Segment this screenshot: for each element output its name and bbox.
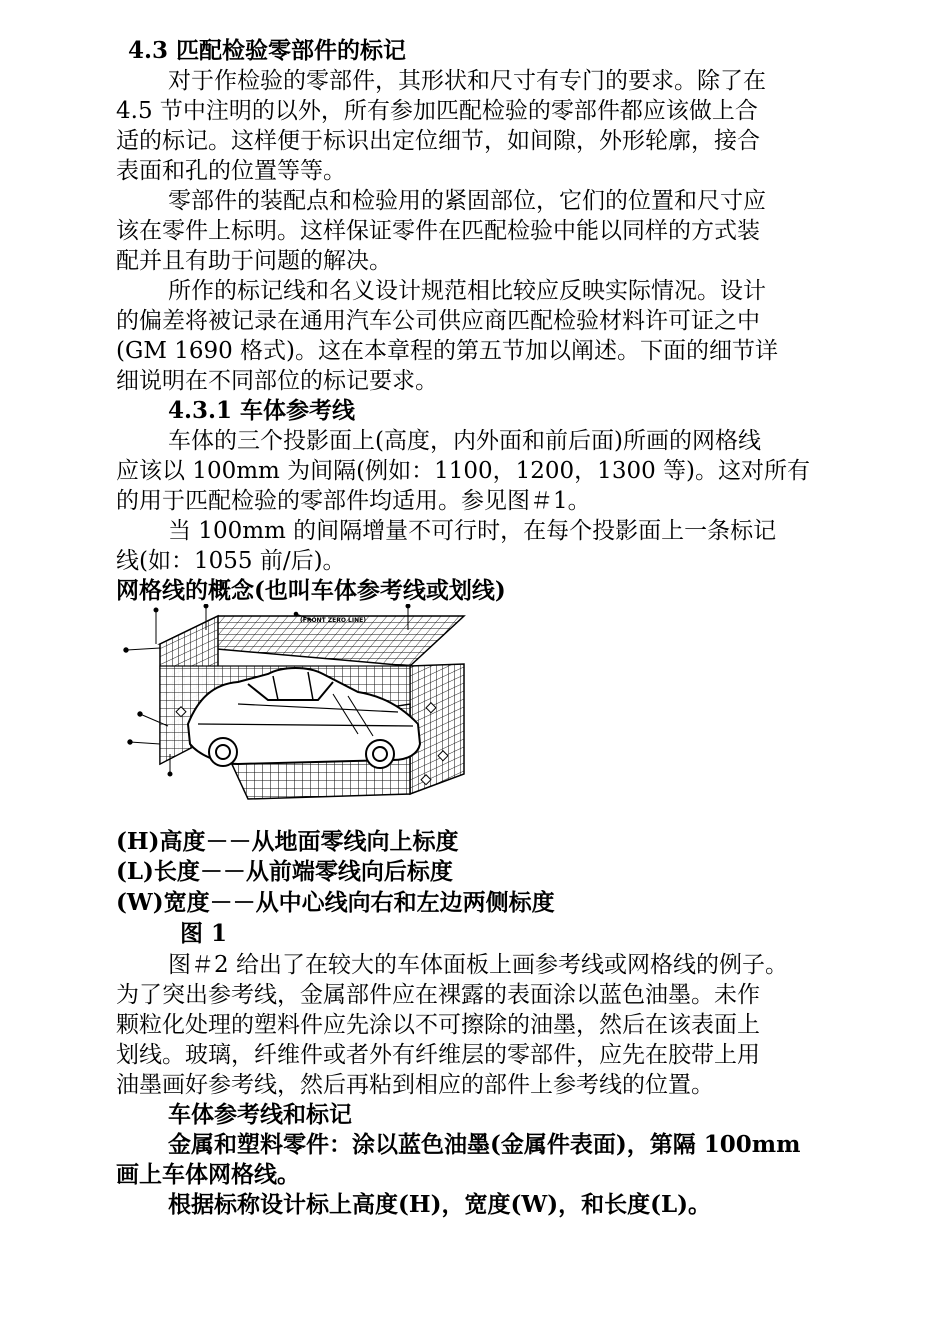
paragraph-line: 配并且有助于问题的解决。 [116, 248, 392, 274]
paragraph-line: 划线。玻璃，纤维件或者外有纤维层的零部件，应先在胶带上用 [116, 1042, 760, 1068]
paragraph-line: (GM 1690 格式)。这在本章程的第五节加以阐述。下面的细节详 [116, 338, 779, 364]
nominal-design-note: 根据标称设计标上高度(H)，宽度(W)，和长度(L)。 [168, 1191, 712, 1218]
legend-height: (H)高度－－从地面零线向上标度 [116, 828, 459, 855]
paragraph-line: 细说明在不同部位的标记要求。 [116, 368, 438, 394]
paragraph-line: 线(如：1055 前/后)。 [116, 548, 346, 574]
paragraph-line: 该在零件上标明。这样保证零件在匹配检验中能以同样的方式装 [116, 218, 760, 244]
car-body-grid-illustration [118, 604, 470, 826]
body-reference-heading: 车体参考线和标记 [168, 1101, 352, 1128]
paragraph-line: 4.5 节中注明的以外，所有参加匹配检验的零部件都应该做上合 [116, 98, 758, 124]
paragraph-line: 所作的标记线和名义设计规范相比较应反映实际情况。设计 [168, 278, 766, 304]
legend-width: (W)宽度－－从中心线向右和左边两侧标度 [116, 889, 555, 916]
paragraph-line: 当 100mm 的间隔增量不可行时，在每个投影面上一条标记 [168, 518, 777, 544]
figure-caption: 图 1 [180, 920, 228, 947]
paragraph-line: 的用于匹配检验的零部件均适用。参见图＃1。 [116, 488, 591, 514]
paragraph-line: 画上车体网格线。 [116, 1161, 300, 1188]
paragraph-line: 金属和塑料零件：涂以蓝色油墨(金属件表面)，第隔 100mm [168, 1131, 801, 1158]
paragraph-line: 零部件的装配点和检验用的紧固部位，它们的位置和尺寸应 [168, 188, 766, 214]
paragraph-line: 车体的三个投影面上(高度，内外面和前后面)所画的网格线 [168, 428, 761, 454]
paragraph-line: 表面和孔的位置等等。 [116, 158, 346, 184]
paragraph-line: 对于作检验的零部件，其形状和尺寸有专门的要求。除了在 [168, 68, 766, 94]
paragraph-line: 应该以 100mm 为间隔(例如：1100，1200，1300 等)。这对所有 [116, 458, 810, 484]
paragraph-line: 的偏差将被记录在通用汽车公司供应商匹配检验材料许可证之中 [116, 308, 760, 334]
subsection-heading: 4.3.1 车体参考线 [168, 397, 356, 424]
paragraph-line: 油墨画好参考线，然后再粘到相应的部件上参考线的位置。 [116, 1072, 714, 1098]
paragraph-line: 颗粒化处理的塑料件应先涂以不可擦除的油墨，然后在该表面上 [116, 1012, 760, 1038]
front-zero-line-label: (FRONT ZERO LINE) [300, 617, 366, 624]
section-heading: 4.3 匹配检验零部件的标记 [128, 37, 407, 64]
legend-length: (L)长度－－从前端零线向后标度 [116, 858, 453, 885]
paragraph-line: 图＃2 给出了在较大的车体面板上画参考线或网格线的例子。 [168, 952, 788, 978]
paragraph-line: 为了突出参考线，金属部件应在裸露的表面涂以蓝色油墨。未作 [116, 982, 760, 1008]
paragraph-line: 适的标记。这样便于标识出定位细节，如间隙，外形轮廓，接合 [116, 128, 760, 154]
grid-concept-heading: 网格线的概念(也叫车体参考线或划线) [116, 577, 506, 604]
